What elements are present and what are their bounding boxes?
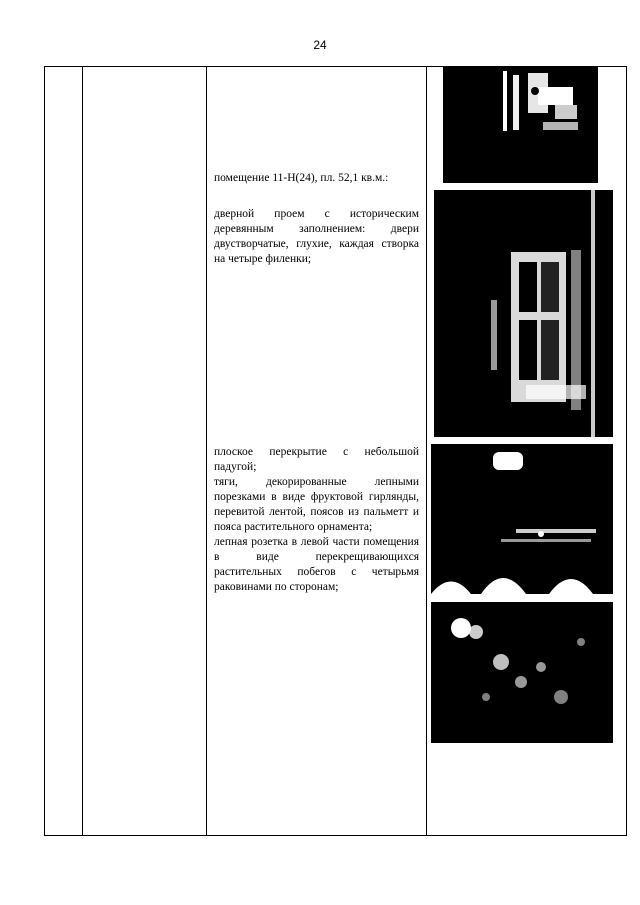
double-door-photo <box>431 190 613 437</box>
column-divider <box>82 67 83 835</box>
entry-paragraph: помещение 11-Н(24), пл. 52,1 кв.м.: <box>214 172 389 184</box>
page-number: 24 <box>313 38 327 52</box>
door-detail-photo <box>443 67 598 183</box>
column-divider <box>426 67 427 835</box>
entry-paragraph: плоское перекрытие с небольшой падугой; <box>214 446 419 473</box>
doorway-description <box>214 207 419 267</box>
entry-paragraph: лепная розетка в левой части помещения в виде перекрещивающихся растительных побегов с четырьмя раковинами по сторонам; <box>214 536 419 593</box>
document-table <box>44 66 627 836</box>
column-divider <box>206 67 207 835</box>
ceiling-description <box>214 445 419 595</box>
ceiling-molding-photo <box>431 444 613 594</box>
ceiling-rosette-photo <box>431 602 613 743</box>
entry-paragraph: дверной проем с историческим деревянным заполнением: двери двустворчатые, глухие, каждая створка на четыре филенки; <box>214 208 419 265</box>
entry-paragraph: тяги, декорированные лепными порезками в виде фруктовой гирлянды, перевитой лентой, поясов из пальметт и пояса растительного орнамента; <box>214 476 419 533</box>
premises-heading <box>214 171 419 186</box>
